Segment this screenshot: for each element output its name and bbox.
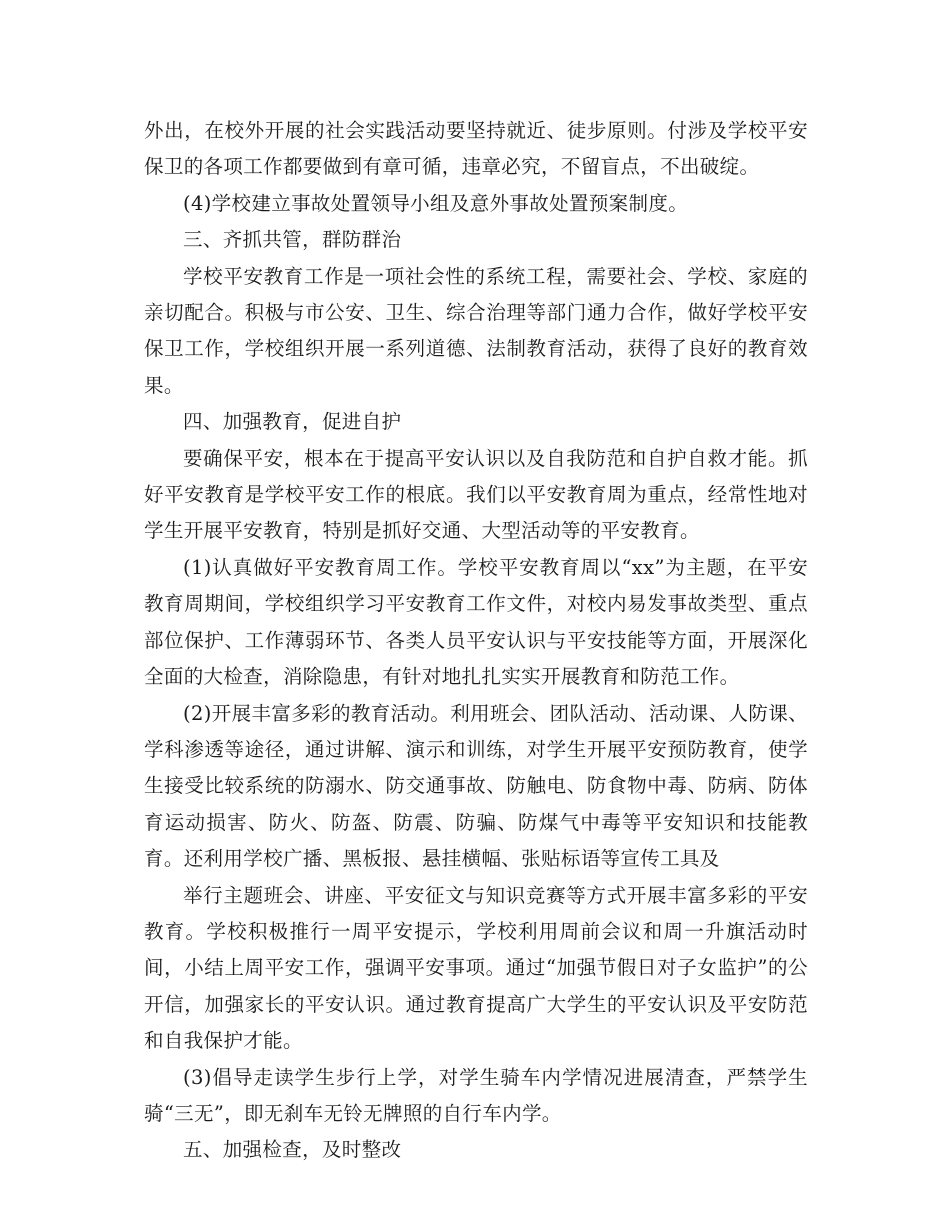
paragraph: (3)倡导走读学生步行上学，对学生骑车内学情况进展清查，严禁学生骑“三无”，即无刹车无铃无牌照的自行车内学。: [144, 1065, 808, 1125]
section-heading: 四、加强教育，促进自护: [183, 410, 402, 434]
paragraph: 举行主题班会、讲座、平安征文与知识竞赛等方式开展丰富多彩的平安教育。学校积极推行一周平安提示，学校利用周前会议和周一升旗活动时间，小结上周平安工作，强调平安事项。通过“加强节假日对子女监护”的公开信，加强家长的平安认识。通过教育提高广大学生的平安认识及平安防范和自我保护才能。: [144, 883, 808, 1053]
paragraph: 学校平安教育工作是一项社会性的系统工程，需要社会、学校、家庭的亲切配合。积极与市公安、卫生、综合治理等部门通力合作，做好学校平安保卫工作，学校组织开展一系列道德、法制教育活动，获得了良好的教育效果。: [144, 264, 808, 397]
section-heading: 三、齐抓共管，群防群治: [183, 228, 402, 252]
section-heading: 五、加强检查，及时整改: [183, 1138, 402, 1162]
paragraph: (1)认真做好平安教育周工作。学校平安教育周以“xx”为主题，在平安教育周期间，学校组织学习平安教育工作文件，对校内易发事故类型、重点部位保护、工作薄弱环节、各类人员平安认识与平安技能等方面，开展深化全面的大检查，消除隐患，有针对地扎扎实实开展教育和防范工作。: [144, 555, 808, 689]
paragraph: (2)开展丰富多彩的教育活动。利用班会、团队活动、活动课、人防课、学科渗透等途径，通过讲解、演示和训练，对学生开展平安预防教育，使学生接受比较系统的防溺水、防交通事故、防触电、防食物中毒、防病、防体育运动损害、防火、防盔、防震、防骗、防煤气中毒等平安知识和技能教育。还利用学校广播、黑板报、悬挂横幅、张贴标语等宣传工具及: [144, 701, 808, 871]
document-body: [144, 113, 808, 1169]
paragraph: 外出，在校外开展的社会实践活动要坚持就近、徒步原则。付涉及学校平安保卫的各项工作都要做到有章可循，违章必究，不留盲点，不出破绽。: [144, 119, 808, 179]
paragraph: 要确保平安，根本在于提高平安认识以及自我防范和自护自救才能。抓好平安教育是学校平安工作的根底。我们以平安教育周为重点，经常性地对学生开展平安教育，特别是抓好交通、大型活动等的平安教育。: [144, 446, 808, 543]
paragraph: (4)学校建立事故处置领导小组及意外事故处置预案制度。: [183, 191, 689, 215]
